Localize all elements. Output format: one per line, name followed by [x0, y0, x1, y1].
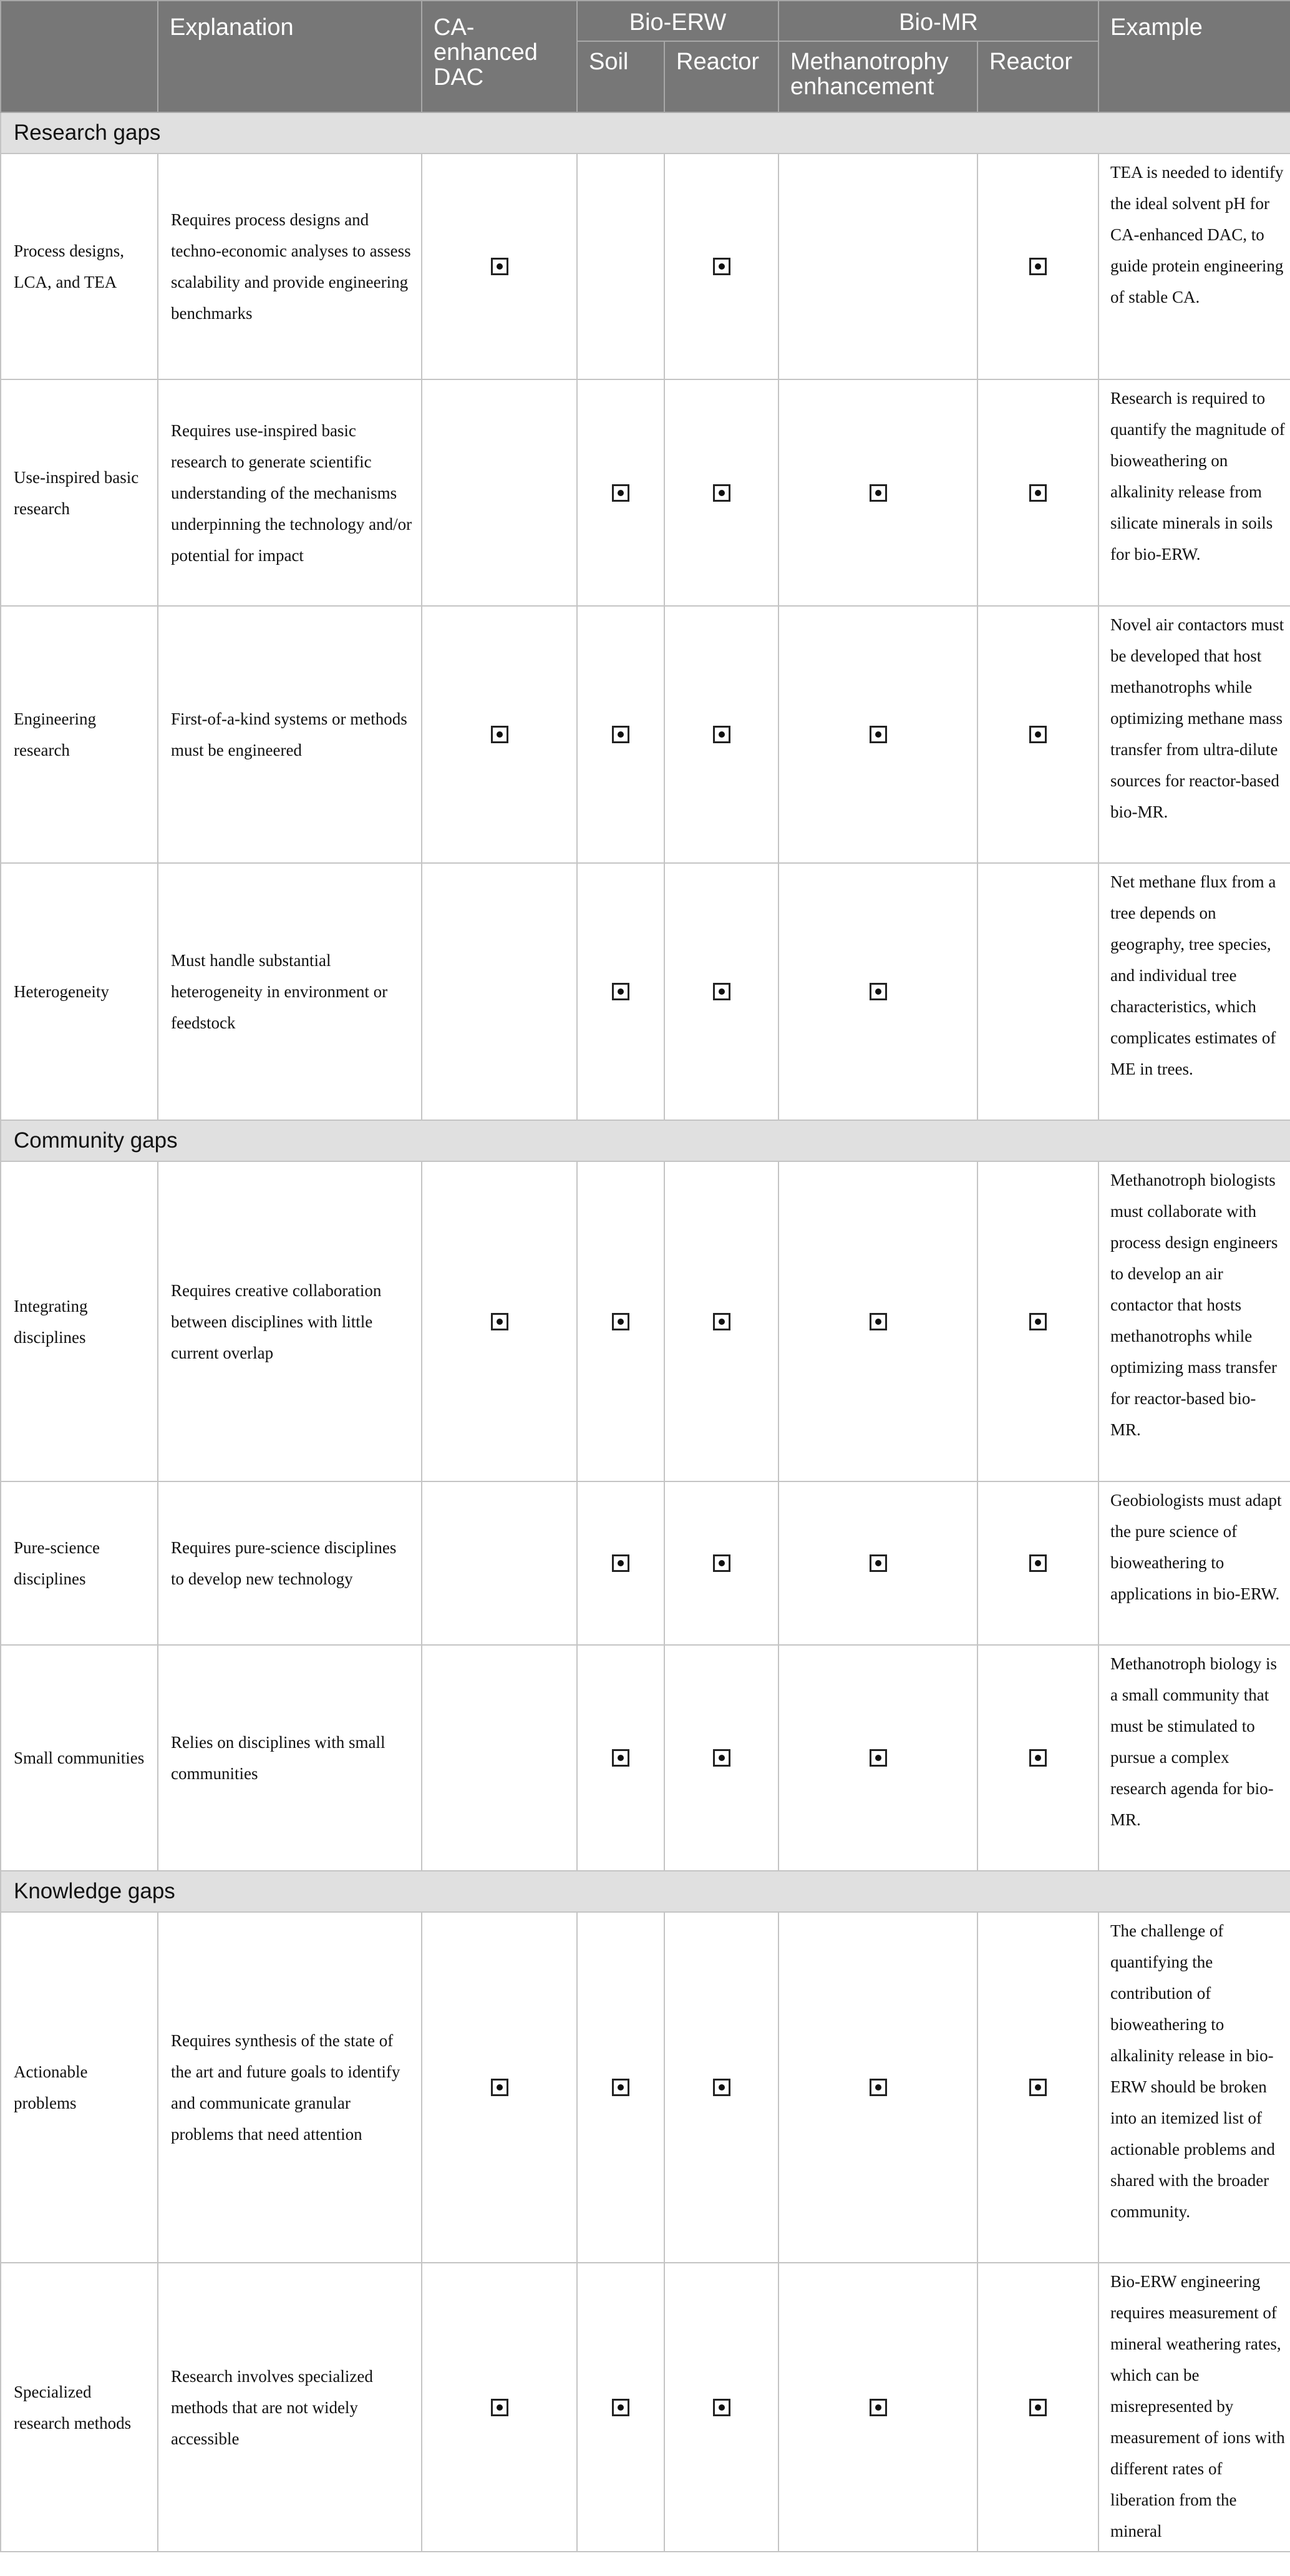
- section-row: [1, 1120, 1290, 1161]
- mark-cell: [422, 863, 577, 1120]
- mark-cell: [778, 606, 977, 863]
- check-mark-icon: [713, 2399, 730, 2416]
- table-header: [1, 1, 1290, 112]
- mark-cell: [778, 2263, 977, 2552]
- gap-example: Bio-ERW engineering requires measurement of mineral weathering rates, which can be misrepresented by measurement of ions with different rates of liberation from the mineral: [1098, 2263, 1290, 2552]
- gap-name: Integrating disciplines: [1, 1161, 158, 1481]
- mark-cell: [422, 379, 577, 606]
- check-mark-icon: [870, 2399, 887, 2416]
- check-mark-icon: [612, 983, 629, 1000]
- gap-name: Specialized research methods: [1, 2263, 158, 2552]
- gap-example: Geobiologists must adapt the pure science of bioweathering to applications in bio-ERW.: [1098, 1481, 1290, 1645]
- check-mark-icon: [612, 1313, 629, 1330]
- check-mark-icon: [491, 2399, 508, 2416]
- gap-explanation: Requires creative collaboration between disciplines with little current overlap: [158, 1161, 422, 1481]
- table-row: [1, 606, 1290, 863]
- header-soil: Soil: [577, 41, 664, 112]
- mark-cell: [422, 2263, 577, 2552]
- mark-cell: [577, 2263, 664, 2552]
- section-title: Research gaps: [1, 112, 1290, 154]
- check-mark-icon: [612, 726, 629, 743]
- mark-cell: [977, 1481, 1098, 1645]
- gap-explanation: First-of-a-kind systems or methods must be engineered: [158, 606, 422, 863]
- check-mark-icon: [870, 983, 887, 1000]
- table-row: [1, 1912, 1290, 2263]
- gap-example: The challenge of quantifying the contribution of bioweathering to alkalinity release in bio-ERW should be broken into an itemized list of actionable problems and shared with the broader community.: [1098, 1912, 1290, 2263]
- header-example: Example: [1098, 1, 1290, 112]
- mark-cell: [577, 606, 664, 863]
- mark-cell: [577, 154, 664, 379]
- check-mark-icon: [612, 2399, 629, 2416]
- check-mark-icon: [1029, 726, 1047, 743]
- mark-cell: [577, 863, 664, 1120]
- check-mark-icon: [713, 1749, 730, 1767]
- check-mark-icon: [1029, 258, 1047, 275]
- check-mark-icon: [491, 726, 508, 743]
- gap-explanation: Requires synthesis of the state of the art and future goals to identify and communicate granular problems that need attention: [158, 1912, 422, 2263]
- mark-cell: [422, 154, 577, 379]
- check-mark-icon: [870, 484, 887, 502]
- mark-cell: [977, 1912, 1098, 2263]
- mark-cell: [422, 1912, 577, 2263]
- table-row: [1, 2263, 1290, 2552]
- gap-example: TEA is needed to identify the ideal solvent pH for CA-enhanced DAC, to guide protein engineering of stable CA.: [1098, 154, 1290, 379]
- check-mark-icon: [1029, 1749, 1047, 1767]
- check-mark-icon: [1029, 2079, 1047, 2096]
- mark-cell: [664, 2263, 778, 2552]
- check-mark-icon: [1029, 1554, 1047, 1572]
- gap-explanation: Requires process designs and techno-economic analyses to assess scalability and provide engineering benchmarks: [158, 154, 422, 379]
- table-body: [1, 112, 1290, 2552]
- gap-name: Small communities: [1, 1645, 158, 1871]
- check-mark-icon: [713, 983, 730, 1000]
- mark-cell: [977, 1161, 1098, 1481]
- check-mark-icon: [870, 1749, 887, 1767]
- mark-cell: [778, 1481, 977, 1645]
- gap-explanation: Research involves specialized methods that are not widely accessible: [158, 2263, 422, 2552]
- check-mark-icon: [491, 1313, 508, 1330]
- check-mark-icon: [1029, 484, 1047, 502]
- gap-example: Methanotroph biology is a small community that must be stimulated to pursue a complex research agenda for bio-MR.: [1098, 1645, 1290, 1871]
- check-mark-icon: [713, 1313, 730, 1330]
- mark-cell: [778, 154, 977, 379]
- table-row: [1, 1481, 1290, 1645]
- mark-cell: [977, 863, 1098, 1120]
- mark-cell: [778, 863, 977, 1120]
- gap-example: Methanotroph biologists must collaborate with process design engineers to develop an air contactor that hosts methanotrophs while optimizing mass transfer for reactor-based bio-MR.: [1098, 1161, 1290, 1481]
- check-mark-icon: [612, 2079, 629, 2096]
- gap-explanation: Requires use-inspired basic research to generate scientific understanding of the mechanisms underpinning the technology and/or potential for impact: [158, 379, 422, 606]
- header-bio-mr: Bio-MR: [778, 1, 1098, 41]
- header-ca-dac: CA-enhanced DAC: [422, 1, 577, 112]
- mark-cell: [664, 379, 778, 606]
- mark-cell: [778, 1645, 977, 1871]
- mark-cell: [977, 606, 1098, 863]
- mark-cell: [977, 379, 1098, 606]
- mark-cell: [422, 1645, 577, 1871]
- check-mark-icon: [713, 258, 730, 275]
- table-row: [1, 863, 1290, 1120]
- mark-cell: [577, 1645, 664, 1871]
- mark-cell: [422, 1161, 577, 1481]
- table-row: [1, 379, 1290, 606]
- gap-name: Heterogeneity: [1, 863, 158, 1120]
- check-mark-icon: [870, 2079, 887, 2096]
- check-mark-icon: [870, 1554, 887, 1572]
- section-row: [1, 1871, 1290, 1912]
- gap-explanation: Requires pure-science disciplines to develop new technology: [158, 1481, 422, 1645]
- gap-explanation: Must handle substantial heterogeneity in environment or feedstock: [158, 863, 422, 1120]
- check-mark-icon: [612, 484, 629, 502]
- section-title: Community gaps: [1, 1120, 1290, 1161]
- check-mark-icon: [612, 1554, 629, 1572]
- check-mark-icon: [713, 484, 730, 502]
- mark-cell: [778, 1161, 977, 1481]
- check-mark-icon: [713, 726, 730, 743]
- mark-cell: [664, 606, 778, 863]
- mark-cell: [977, 154, 1098, 379]
- header-reactor: Reactor: [664, 41, 778, 112]
- check-mark-icon: [491, 258, 508, 275]
- mark-cell: [977, 2263, 1098, 2552]
- table-row: [1, 1645, 1290, 1871]
- check-mark-icon: [713, 1554, 730, 1572]
- mark-cell: [977, 1645, 1098, 1871]
- table-row: [1, 1161, 1290, 1481]
- check-mark-icon: [612, 1749, 629, 1767]
- mark-cell: [664, 154, 778, 379]
- mark-cell: [577, 1161, 664, 1481]
- mark-cell: [664, 1481, 778, 1645]
- mark-cell: [664, 1161, 778, 1481]
- mark-cell: [577, 379, 664, 606]
- header-reactor-mr: Reactor: [977, 41, 1098, 112]
- gap-name: Process designs, LCA, and TEA: [1, 154, 158, 379]
- mark-cell: [577, 1481, 664, 1645]
- mark-cell: [577, 1912, 664, 2263]
- check-mark-icon: [491, 2079, 508, 2096]
- mark-cell: [664, 1645, 778, 1871]
- gap-explanation: Relies on disciplines with small communities: [158, 1645, 422, 1871]
- check-mark-icon: [1029, 2399, 1047, 2416]
- section-title: Knowledge gaps: [1, 1871, 1290, 1912]
- check-mark-icon: [870, 1313, 887, 1330]
- gap-name: Pure-science disciplines: [1, 1481, 158, 1645]
- check-mark-icon: [1029, 1313, 1047, 1330]
- mark-cell: [422, 606, 577, 863]
- mark-cell: [664, 1912, 778, 2263]
- header-bio-erw: Bio-ERW: [577, 1, 778, 41]
- header-gap-column: [1, 1, 158, 112]
- section-row: [1, 112, 1290, 154]
- gap-example: Research is required to quantify the magnitude of bioweathering on alkalinity release from silicate minerals in soils for bio-ERW.: [1098, 379, 1290, 606]
- gap-example: Net methane flux from a tree depends on geography, tree species, and individual tree characteristics, which complicates estimates of ME in trees.: [1098, 863, 1290, 1120]
- table-row: [1, 154, 1290, 379]
- gap-example: Novel air contactors must be developed that host methanotrophs while optimizing methane mass transfer from ultra-dilute sources for reactor-based bio-MR.: [1098, 606, 1290, 863]
- gap-name: Use-inspired basic research: [1, 379, 158, 606]
- header-explanation: Explanation: [158, 1, 422, 112]
- check-mark-icon: [713, 2079, 730, 2096]
- gap-name: Engineering research: [1, 606, 158, 863]
- mark-cell: [664, 863, 778, 1120]
- mark-cell: [778, 379, 977, 606]
- gap-name: Actionable problems: [1, 1912, 158, 2263]
- mark-cell: [778, 1912, 977, 2263]
- check-mark-icon: [870, 726, 887, 743]
- mark-cell: [422, 1481, 577, 1645]
- header-methanotrophy: Methanotrophy enhancement: [778, 41, 977, 112]
